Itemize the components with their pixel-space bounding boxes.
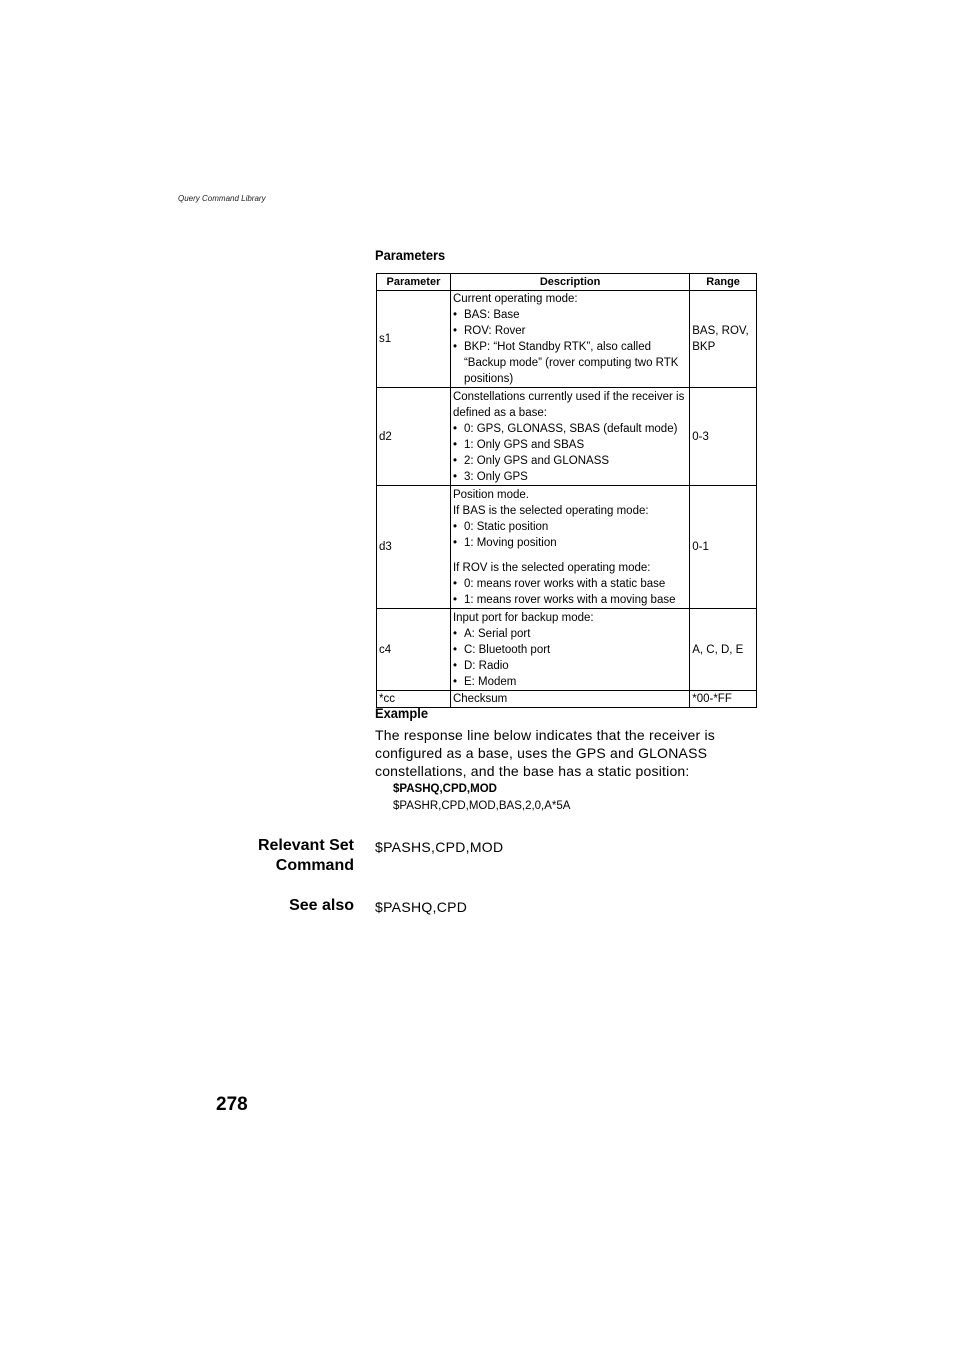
list-item: • BKP: “Hot Standby RTK”, also called “Backup mode” (rover computing two RTK positions) — [453, 339, 687, 387]
list-item: • D: Radio — [453, 658, 687, 674]
parameters-heading: Parameters — [375, 247, 446, 263]
description-intro: Input port for backup mode: — [452, 611, 594, 624]
column-header-range: Range — [690, 274, 757, 291]
param-cell: *cc — [377, 691, 451, 708]
list-item: • 2: Only GPS and GLONASS — [453, 453, 687, 469]
list-item: • 0: means rover works with a static base — [453, 576, 687, 592]
list-item: • 3: Only GPS — [453, 469, 687, 485]
description-intro: If BAS is the selected operating mode: — [452, 504, 649, 517]
example-description: The response line below indicates that the receiver is configured as a base, uses the GPS and GLONASS constellations, and the base has a static position: — [375, 727, 715, 779]
list-item: • 1: Only GPS and SBAS — [453, 437, 687, 453]
table-header-row — [377, 274, 757, 291]
description-cell — [450, 291, 689, 388]
range-cell: 0-3 — [690, 388, 757, 486]
column-header-parameter: Parameter — [377, 274, 451, 291]
description-list — [453, 519, 687, 551]
list-item: • 1: means rover works with a moving base — [453, 592, 687, 608]
list-item: • 0: GPS, GLONASS, SBAS (default mode) — [453, 421, 687, 437]
description-cell — [450, 486, 689, 609]
table-row — [377, 609, 757, 691]
page-number: 278 — [216, 1094, 248, 1115]
list-item: • BAS: Base — [453, 307, 687, 323]
description-intro: Current operating mode: — [452, 293, 578, 305]
list-item: • 0: Static position — [453, 519, 687, 535]
table-row — [377, 691, 757, 708]
description-list — [453, 576, 687, 608]
see-also-value: $PASHQ,CPD — [375, 899, 468, 915]
list-item: • ROV: Rover — [453, 323, 687, 339]
description-intro: If ROV is the selected operating mode: — [452, 561, 651, 574]
description-cell — [450, 691, 689, 708]
relevant-set-heading-line2: Command — [275, 857, 354, 874]
list-item: • C: Bluetooth port — [453, 642, 687, 658]
param-cell: d2 — [377, 388, 451, 486]
example-heading: Example — [375, 705, 428, 721]
description-list — [453, 421, 687, 485]
param-cell: s1 — [377, 291, 451, 388]
description-intro: Constellations currently used if the receiver is defined as a base: — [452, 390, 685, 419]
range-cell: A, C, D, E — [690, 609, 757, 691]
relevant-set-command-value: $PASHS,CPD,MOD — [375, 839, 504, 855]
example-response-line: $PASHR,CPD,MOD,BAS,2,0,A*5A — [393, 800, 571, 812]
table-row — [377, 291, 757, 388]
see-also-heading: See also — [289, 897, 354, 914]
running-header: Query Command Library — [178, 194, 266, 203]
relevant-set-command-heading — [258, 836, 354, 876]
description-intro: Checksum — [452, 693, 508, 705]
list-item: • E: Modem — [453, 674, 687, 690]
description-cell — [450, 609, 689, 691]
list-item: • A: Serial port — [453, 626, 687, 642]
relevant-set-heading-line1: Relevant Set — [257, 837, 354, 854]
parameters-table — [376, 273, 757, 708]
range-cell: BAS, ROV, BKP — [690, 291, 757, 388]
description-intro: Position mode. — [452, 488, 530, 501]
range-cell: *00-*FF — [690, 691, 757, 708]
param-cell: d3 — [377, 486, 451, 609]
column-header-description: Description — [450, 274, 689, 291]
table-row — [377, 486, 757, 609]
table-row — [377, 388, 757, 486]
range-cell: 0-1 — [690, 486, 757, 609]
param-cell: c4 — [377, 609, 451, 691]
description-list — [453, 307, 687, 387]
example-query-command: $PASHQ,CPD,MOD — [393, 783, 497, 795]
list-item: • 1: Moving position — [453, 535, 687, 551]
description-cell — [450, 388, 689, 486]
description-list — [453, 626, 687, 690]
